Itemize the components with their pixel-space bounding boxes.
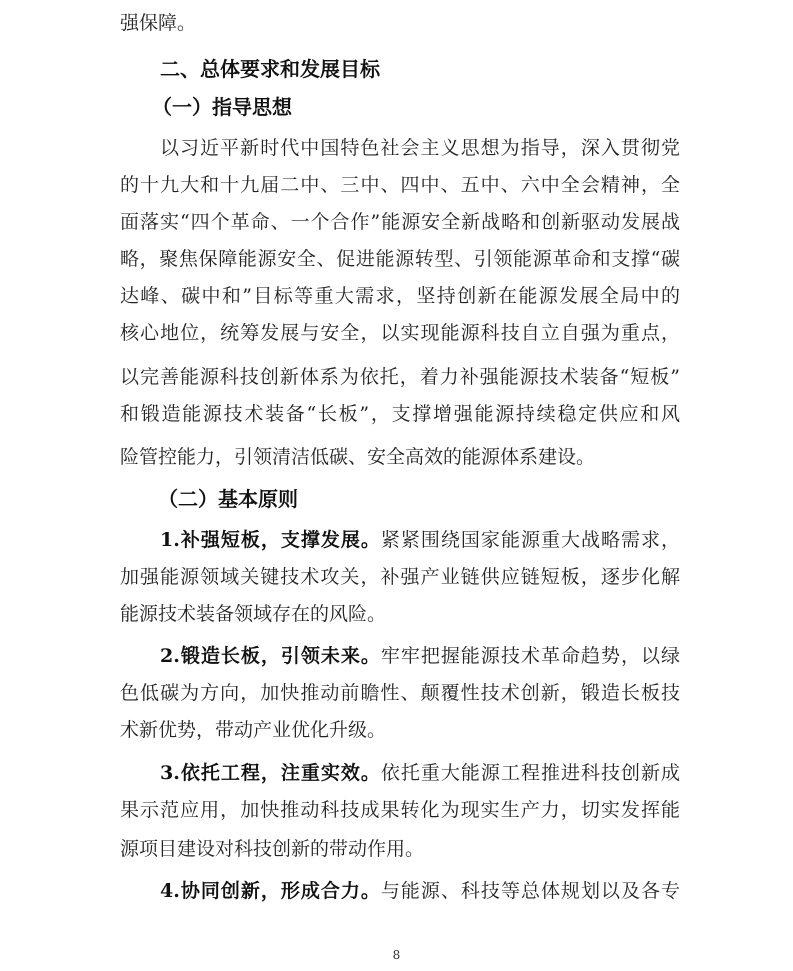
principle-text: 紧紧围绕国家能源重大战略需求， <box>380 529 680 551</box>
paragraph-line: 果示范应用，加快推动科技成果转化为现实生产力，切实发挥能 <box>120 799 680 821</box>
paragraph-line: 源项目建设对科技创新的带动作用。 <box>120 838 425 860</box>
paragraph-line: 能源技术装备领域存在的风险。 <box>120 603 387 625</box>
paragraph-line: 核心地位，统筹发展与安全，以实现能源科技自立自强为重点， <box>120 322 680 344</box>
paragraph-line: 以习近平新时代中国特色社会主义思想为指导，深入贯彻党 <box>160 137 680 159</box>
paragraph-line: 达峰、碳中和”目标等重大需求，坚持创新在能源发展全局中的 <box>120 285 680 307</box>
paragraph-line: 加强能源领域关键技术攻关，补强产业链供应链短板，逐步化解 <box>120 566 680 588</box>
paragraph-line: 色低碳为方向，加快推动前瞻性、颠覆性技术创新，锻造长板技 <box>120 682 680 704</box>
continuation-text: 强保障。 <box>120 12 197 34</box>
principle-first-line <box>160 528 680 552</box>
page-number: 8 <box>392 948 401 962</box>
principle-lead: 2.锻造长板，引领未来。 <box>160 645 381 667</box>
principle-text: 与能源、科技等总体规划以及各专 <box>380 880 680 902</box>
paragraph-line: 险管控能力，引领清洁低碳、安全高效的能源体系建设。 <box>120 446 596 468</box>
principle-lead: 3.依托工程，注重实效。 <box>160 762 381 784</box>
paragraph-line: 略，聚焦保障能源安全、促进能源转型、引领能源革命和支撑“碳 <box>120 248 680 270</box>
principle-first-line <box>160 644 680 668</box>
paragraph-line: 面落实“四个革命、一个合作”能源安全新战略和创新驱动发展战 <box>120 211 680 233</box>
paragraph-line: 术新优势，带动产业优化升级。 <box>120 719 387 741</box>
principle-text: 依托重大能源工程推进科技创新成 <box>380 762 680 784</box>
principle-first-line <box>160 761 680 785</box>
paragraph-line: 和锻造能源技术装备“长板”，支撑增强能源持续稳定供应和风 <box>120 403 680 425</box>
section-heading: 二、总体要求和发展目标 <box>160 57 380 81</box>
principle-lead: 1.补强短板，支撑发展。 <box>160 529 381 551</box>
paragraph-line: 的十九大和十九届二中、三中、四中、五中、六中全会精神，全 <box>120 174 680 196</box>
principle-lead: 4.协同创新，形成合力。 <box>160 880 381 902</box>
principle-text: 牢牢把握能源技术革命趋势，以绿 <box>380 645 680 667</box>
subsection-heading-basic-principles: （二）基本原则 <box>158 487 298 511</box>
paragraph-line: 以完善能源科技创新体系为依托，着力补强能源技术装备“短板” <box>120 366 680 388</box>
subsection-heading-guiding-ideology: （一）指导思想 <box>152 95 292 119</box>
principle-first-line <box>160 879 680 903</box>
